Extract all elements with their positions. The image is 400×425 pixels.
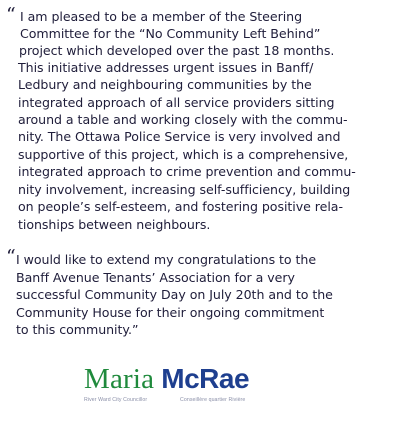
text-line: I would like to extend my congratulations to the <box>16 252 317 267</box>
text-line: Community House for their ongoing commitment <box>16 305 325 320</box>
text-line: tionships between neighbours. <box>18 217 211 232</box>
text-line: nity. The Ottawa Police Service is very involved and <box>18 129 341 144</box>
open-quote-mark: “ <box>6 246 16 268</box>
text-line: integrated approach to crime prevention and commu- <box>18 164 356 179</box>
text-line: supportive of this project, which is a comprehensive, <box>18 147 349 162</box>
text-line: around a table and working closely with the commu- <box>18 112 348 127</box>
text-line: integrated approach of all service providers sitting <box>18 95 335 110</box>
text-line: to this community.” <box>16 322 139 337</box>
text-line: Banff Avenue Tenants’ Association for a very <box>16 270 295 285</box>
text-line: Committee for the “No Community Left Behind” <box>20 26 321 41</box>
signature-last-name: McRae <box>161 363 250 394</box>
text-line: Ledbury and neighbouring communities by the <box>18 77 312 92</box>
signature-name <box>84 362 249 396</box>
text-line: This initiative addresses urgent issues in Banff/ <box>18 60 314 75</box>
quote-paragraph-1 <box>6 6 398 246</box>
signature-block <box>84 362 384 412</box>
open-quote-mark: “ <box>6 4 16 26</box>
text-line: nity involvement, increasing self-sufficiency, building <box>18 182 351 197</box>
text-line: project which developed over the past 18 months. <box>19 43 335 58</box>
text-line: on people’s self-esteem, and fostering positive rela- <box>18 199 343 214</box>
text-line: I am pleased to be a member of the Steering <box>20 9 303 24</box>
quote-paragraph-2 <box>6 248 398 348</box>
signature-first-name: Maria <box>84 363 155 395</box>
signature-title-english: River Ward City Councillor <box>84 397 148 403</box>
text-line: successful Community Day on July 20th and to the <box>16 287 333 302</box>
signature-title-french: Conseillère quartier Rivière <box>180 397 246 403</box>
